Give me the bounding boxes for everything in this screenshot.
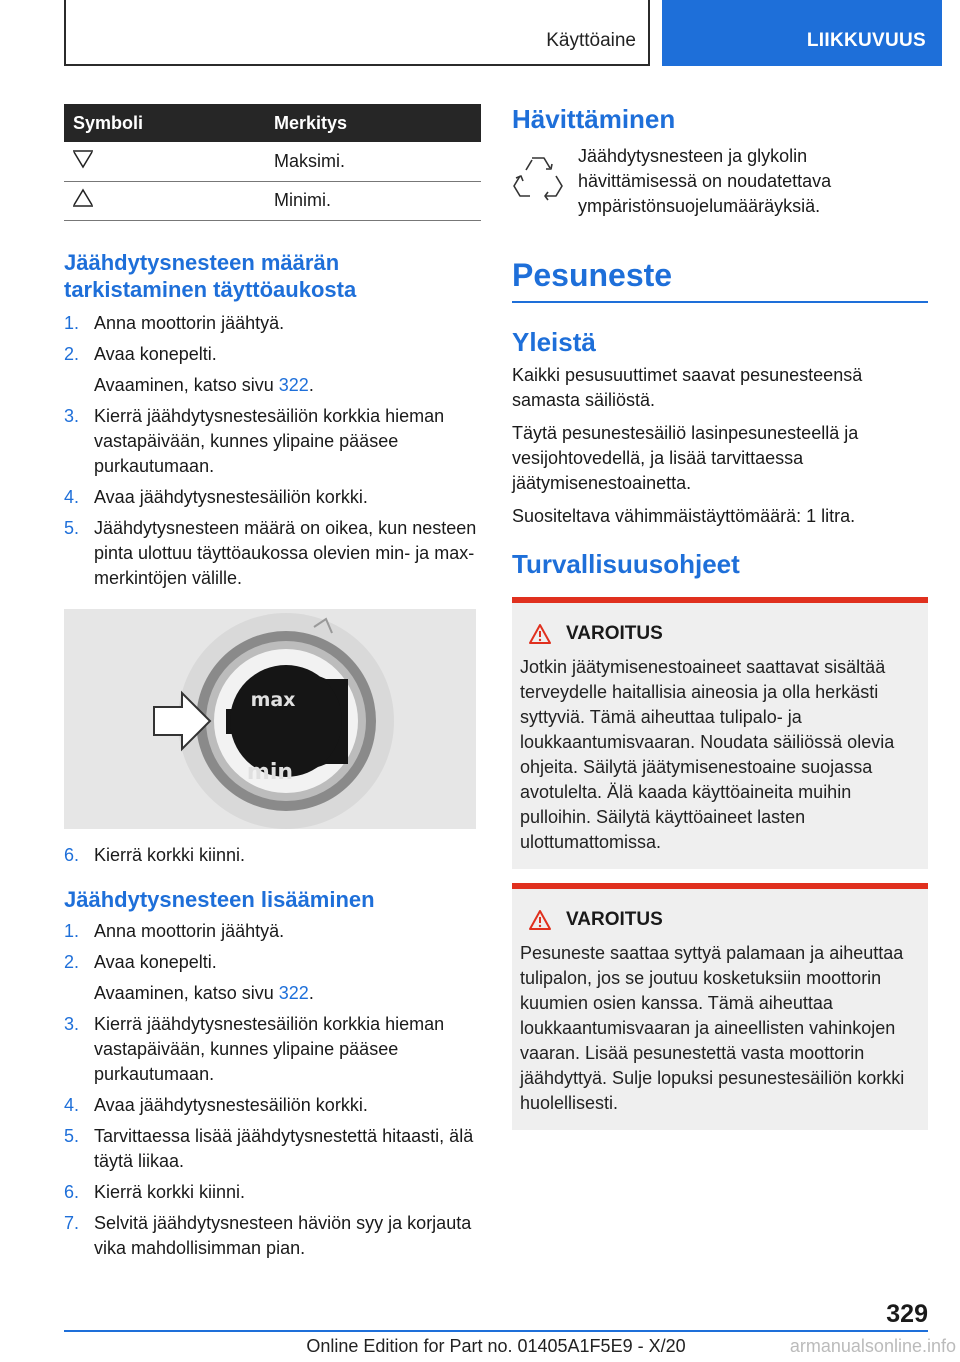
min-mark-icon [72,188,94,208]
filler-cap-photo [64,609,476,829]
max-mark-icon [72,149,94,169]
meaning-column-header: Merkitys [264,104,481,142]
general-paragraph: Suositeltava vähimmäistäyttömäärä: 1 litra. [512,506,856,526]
list-item: 4. Avaa jäähdytysnestesäiliön korkki. [64,1094,368,1115]
general-paragraph: Täytä pesunestesäiliö lasinpesunesteellä ja vesijohtovedellä, ja lisää tarvittaessa jäätymisenestoainetta. [512,423,859,493]
list-item: 6. Kierrä korkki kiinni. [64,844,246,865]
disposal-block [512,144,928,219]
header-chapter-tab [662,0,942,66]
list-item: 1. Anna moottorin jäähtyä. [64,920,285,941]
warning-text: Pesuneste saattaa syttyä palamaan ja aiheuttaa tulipalon, jos se joutuu kosketuksiin moottorin kuumien osien kanssa. Tämä aiheuttaa loukkaantumisvaaran ja aineellisten vahinkojen vaaran. Lisää pesunestettä vasta moottorin jäähdyttyä. Sulje lopuksi pesunestesäiliön korkki huolellisesti. [520,943,905,1113]
add-heading: Jäähdytysnesteen lisääminen [64,886,375,912]
general-paragraph: Kaikki pesusuuttimet saavat pesunesteensä samasta säiliöstä. [512,365,863,410]
warning-triangle-icon [528,623,552,645]
page-number: 329 [886,1300,928,1328]
check-steps [64,311,481,591]
recycle-icon [512,152,564,204]
warning-box [512,883,928,1130]
footer-rule [64,1330,928,1332]
page-ref-link[interactable]: 322 [278,982,309,1003]
header-chapter-title: LIIKKUVUUS [806,30,926,51]
meaning-min: Minimi. [264,181,481,220]
list-item: 3. Kierrä jäähdytysnestesäiliön korkkia hieman vastapäivään, kunnes ylipaine pääsee purkautumaan. [64,1013,445,1084]
washer-title: Pesuneste [512,257,673,293]
add-steps [64,919,481,1261]
title-rule [512,301,928,303]
warning-triangle-icon [528,909,552,931]
table-row [64,142,481,181]
list-item: 3. Kierrä jäähdytysnestesäiliön korkkia hieman vastapäivään, kunnes ylipaine pääsee purkautumaan. [64,405,445,476]
meaning-max: Maksimi. [264,142,481,181]
footer-edition: Online Edition for Part no. 01405A1F5E9 - X/20 [306,1336,686,1356]
check-step-6 [64,843,481,868]
warning-title: VAROITUS [566,909,663,930]
warning-title: VAROITUS [566,623,663,644]
symbol-table-header [64,104,481,142]
table-row [64,181,481,220]
right-column [512,104,928,1130]
symbol-table [64,104,481,221]
general-heading: Yleistä [512,327,596,357]
disposal-heading: Hävittäminen [512,104,676,134]
list-item: 2. Avaa konepelti. Avaaminen, katso sivu 322. [64,951,314,1003]
max-label: max [250,688,296,711]
safety-heading: Turvallisuusohjeet [512,549,740,579]
list-item: 1. Anna moottorin jäähtyä. [64,312,285,333]
warning-box [512,597,928,869]
list-item: 6. Kierrä korkki kiinni. [64,1181,246,1202]
page-ref-link[interactable]: 322 [278,374,309,395]
list-item: 2. Avaa konepelti. Avaaminen, katso sivu 322. [64,343,314,395]
left-column [64,104,481,1267]
filler-cap-illustration [64,609,476,829]
disposal-text: Jäähdytysnesteen ja glykolin hävittämisessä on noudatettava ympäristönsuojelumääräyksiä. [578,146,832,216]
list-item: 5. Tarvittaessa lisää jäähdytysnestettä hitaasti, älä täytä liikaa. [64,1125,474,1171]
check-heading: Jäähdytysnesteen määrän tarkistaminen täyttöaukosta [64,249,357,302]
list-item: 4. Avaa jäähdytysnestesäiliön korkki. [64,486,368,507]
symbol-column-header: Symboli [64,104,264,142]
footer-watermark: armanualsonline.info [789,1336,956,1356]
warning-text: Jotkin jäätymisenestoaineet saattavat sisältää terveydelle haitallisia aineosia ja olla herkästi syttyviä. Tämä aiheuttaa tulipalo- ja loukkaantumisvaaran. Noudata säiliössä olevia ohjeita. Säilytä jäätymisenestoaine suojassa avotulelta. Älä kaada käyttöaineita muihin pulloihin. Säilytä käyttöaineet lasten ulottumattomissa. [520,657,895,852]
list-item: 5. Jäähdytysnesteen määrä on oikea, kun nesteen pinta ulottuu täyttöaukossa olevien min- ja max-merkintöjen välille. [64,517,477,588]
list-item: 7. Selvitä jäähdytysnesteen häviön syy ja korjauta vika mahdollisimman pian. [64,1212,472,1258]
min-label: min [246,759,294,785]
header-section-title: Käyttöaine [546,30,636,51]
